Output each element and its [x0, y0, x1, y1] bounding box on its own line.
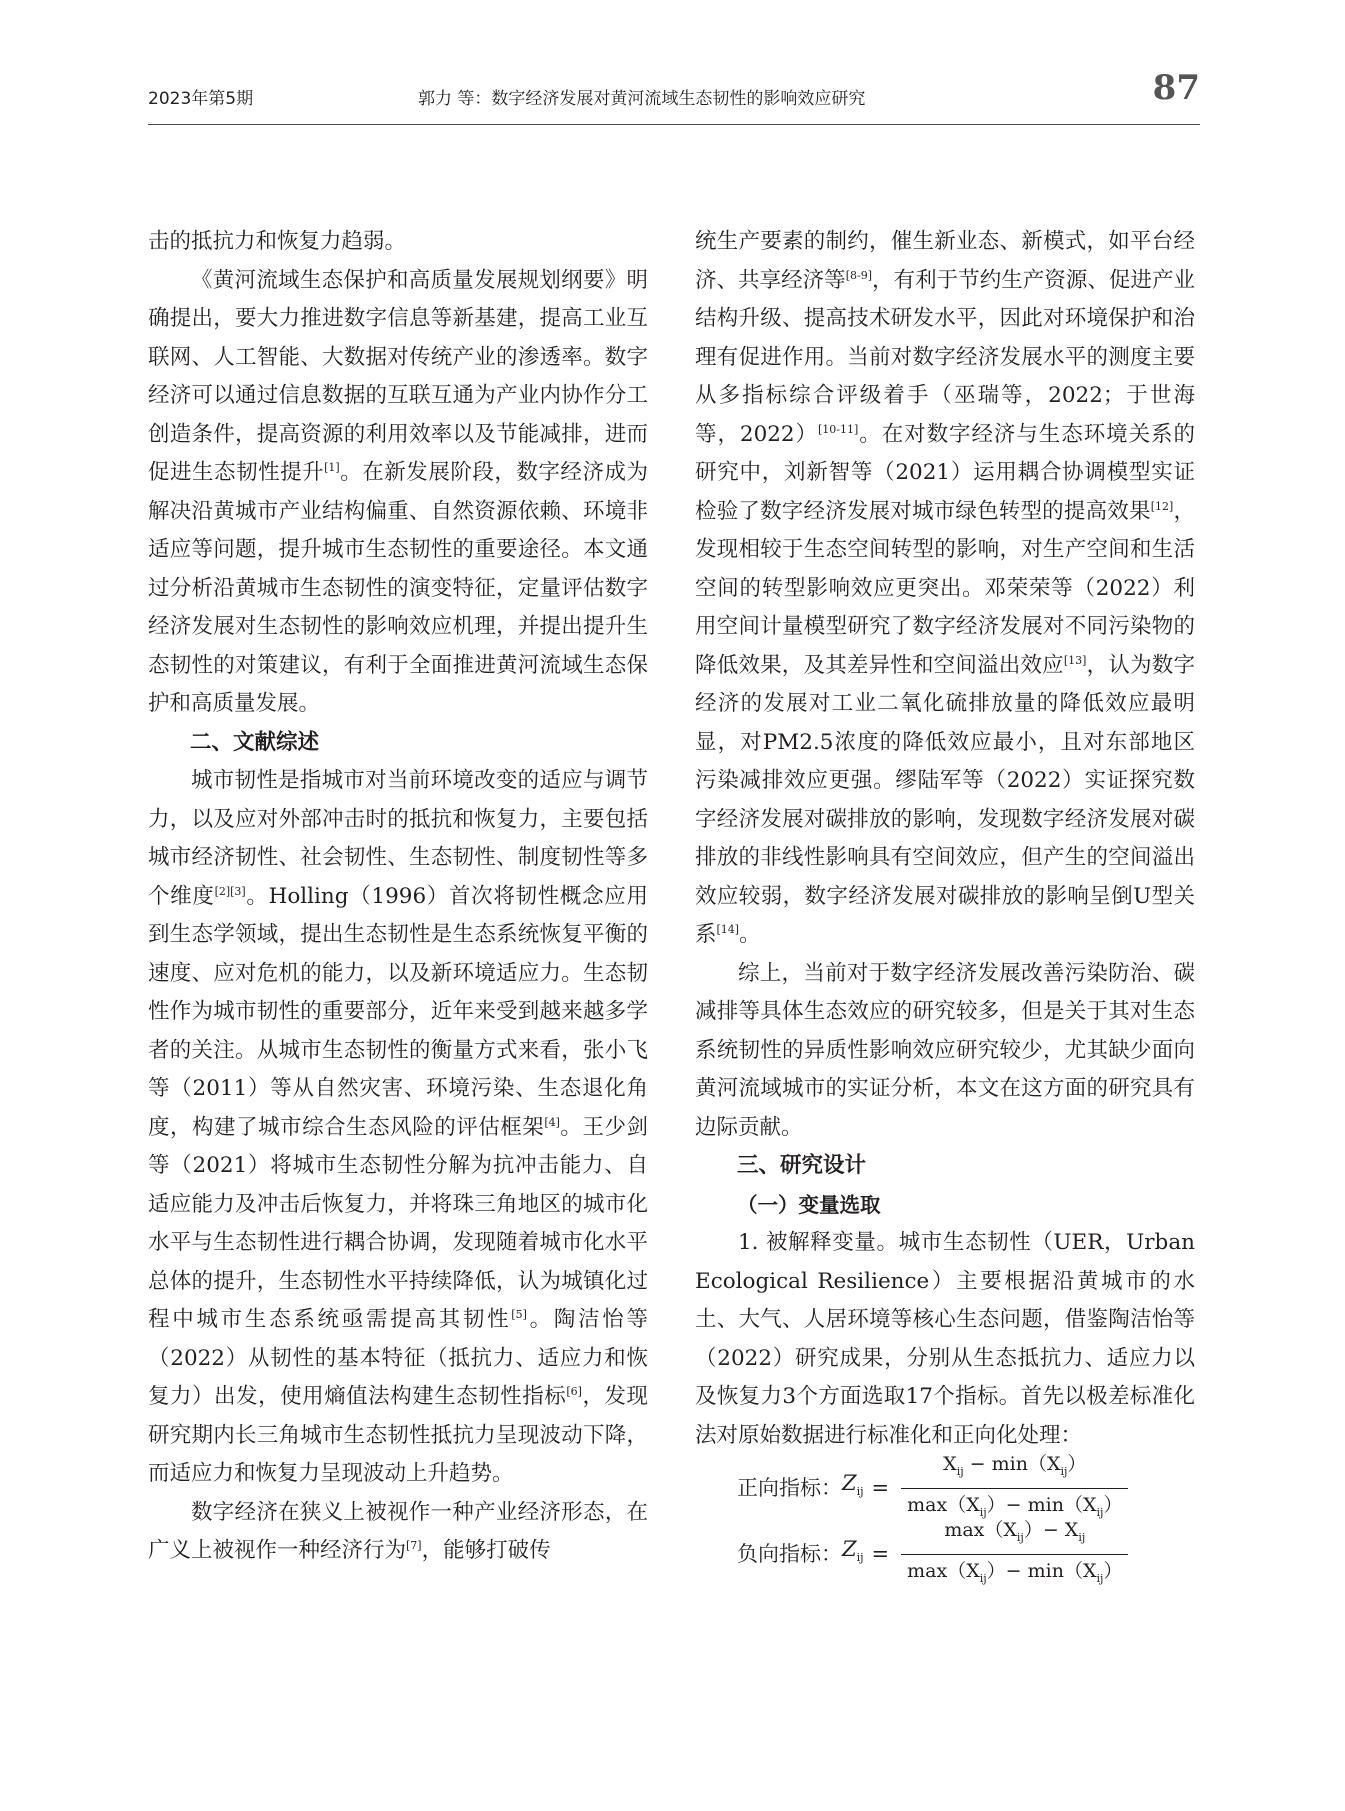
running-title: 郭力 等：数字经济发展对黄河流域生态韧性的影响效应研究: [418, 89, 866, 109]
section-heading-design: 三、研究设计: [737, 1153, 867, 1178]
citation: [12]: [1150, 499, 1174, 513]
formula-label: 负向指标：: [737, 1541, 842, 1566]
citation: [8-9]: [845, 268, 873, 282]
denominator: $\max(X_{ij})- \min(X_{ij})$: [901, 1554, 1128, 1593]
citation: [7]: [406, 1538, 422, 1552]
citation: [1]: [324, 460, 340, 474]
page-number: 87: [1152, 68, 1200, 108]
left-column: [148, 223, 648, 1571]
formula-z: $Z_{ij}$: [842, 1471, 864, 1499]
issue-label: 2023年第5期: [148, 89, 254, 109]
equals-sign: =: [871, 1475, 890, 1500]
denominator: $\max(X_{ij})- \min(X_{ij})$: [901, 1488, 1128, 1527]
right-column: [695, 223, 1195, 1587]
page-header: [148, 68, 1200, 125]
formula-negative: [737, 1518, 1195, 1587]
numerator: $X_{ij} - \min(X_{ij})$: [943, 1452, 1087, 1478]
citation: [4]: [544, 1115, 560, 1129]
citation: [2][3]: [214, 884, 246, 898]
paragraph: 城市韧性是指城市对当前环境改变的适应与调节力，以及应对外部冲击时的抵抗和恢复力，主要包括城市经济韧性、社会韧性、生态韧性、制度韧性等多个维度[2][3]。Holling（1996）首次将韧性概念应用到生态学领域，提出生态韧性是生态系统恢复平衡的速度、应对危机的能力，以及新环境适应力。生态韧性作为城市韧性的重要部分，近年来受到越来越多学者的关注。从城市生态韧性的衡量方式来看，张小飞等（2011）等从自然灾害、环境污染、生态退化角度，构建了城市综合生态风险的评估框架[4]。王少剑等（2021）将城市生态韧性分解为抗冲击能力、自适应能力及冲击后恢复力，并将珠三角地区的城市化水平与生态韧性进行耦合协调，发现随着城市化水平总体的提升，生态韧性水平持续降低，认为城镇化过程中城市生态系统亟需提高其韧性[5]。陶洁怡等（2022）从韧性的基本特征（抵抗力、适应力和恢复力）出发，使用熵值法构建生态韧性指标[6]，发现研究期内长三角城市生态韧性抵抗力呈现波动下降，而适应力和恢复力呈现波动上升趋势。: [148, 768, 648, 1486]
citation: [14]: [716, 922, 740, 936]
citation: [10-11]: [818, 422, 859, 436]
paragraph: 统生产要素的制约，催生新业态、新模式，如平台经济、共享经济等[8-9]，有利于节约生产资源、促进产业结构升级、提高技术研发水平，因此对环境保护和治理有促进作用。当前对数字经济发展水平的测度主要从多指标综合评级着手（巫瑞等，2022；于世海等，2022）[10-11]。在对数字经济与生态环境关系的研究中，刘新智等（2021）运用耦合协调模型实证检验了数字经济发展对城市绿色转型的提高效果[12]，发现相较于生态空间转型的影响，对生产空间和生活空间的转型影响效应更突出。邓荣荣等（2022）利用空间计量模型研究了数字经济发展对不同污染物的降低效果，及其差异性和空间溢出效应[13]，认为数字经济的发展对工业二氧化硫排放量的降低效应最明显，对PM2.5浓度的降低效应最小，且对东部地区污染减排效应更强。缪陆军等（2022）实证探究数字经济发展对碳排放的影响，发现数字经济发展对碳排放的非线性影响具有空间效应，但产生的空间溢出效应较弱，数字经济发展对碳排放的影响呈倒U型关系[14]。: [695, 229, 1195, 947]
citation: [5]: [511, 1307, 527, 1321]
paragraph: 综上，当前对于数字经济发展改善污染防治、碳减排等具体生态效应的研究较多，但是关于其对生态系统韧性的异质性影响效应研究较少，尤其缺少面向黄河流域城市的实证分析，本文在这方面的研究具有边际贡献。: [695, 960, 1195, 1140]
paragraph: 数字经济在狭义上被视作一种产业经济形态，在广义上被视作一种经济行为[7]，能够打破传: [148, 1499, 648, 1563]
formula-label: 正向指标：: [737, 1475, 842, 1500]
paragraph: 击的抵抗力和恢复力趋弱。: [148, 229, 407, 254]
section-heading-literature: 二、文献综述: [190, 729, 320, 755]
paragraph: 1. 被解释变量。城市生态韧性（UER，Urban Ecological Resilience）主要根据沿黄城市的水土、大气、人居环境等核心生态问题，借鉴陶洁怡等（2022）研究成果，分别从生态抵抗力、适应力以及恢复力3个方面选取17个指标。首先以极差标准化法对原始数据进行标准化和正向化处理：: [695, 1230, 1195, 1448]
numerator: $\max(X_{ij})- X_{ij}$: [944, 1518, 1086, 1544]
citation: [6]: [566, 1384, 582, 1398]
equals-sign: =: [871, 1541, 890, 1566]
citation: [13]: [1063, 653, 1087, 667]
paragraph: 《黄河流域生态保护和高质量发展规划纲要》明确提出，要大力推进数字信息等新基建，提高工业互联网、人工智能、大数据对传统产业的渗透率。数字经济可以通过信息数据的互联互通为产业内协作分工创造条件，提高资源的利用效率以及节能减排，进而促进生态韧性提升[1]。在新发展阶段，数字经济成为解决沿黄城市产业结构偏重、自然资源依赖、环境非适应等问题，提升城市生态韧性的重要途径。本文通过分析沿黄城市生态韧性的演变特征，定量评估数字经济发展对生态韧性的影响效应机理，并提出提升生态韧性的对策建议，有利于全面推进黄河流域生态保护和高质量发展。: [148, 267, 648, 716]
fraction: [901, 1516, 1128, 1593]
subsection-heading-variables: （一）变量选取: [737, 1192, 881, 1217]
formula-z: $Z_{ij}$: [842, 1537, 864, 1565]
formula-positive: [737, 1452, 1195, 1521]
